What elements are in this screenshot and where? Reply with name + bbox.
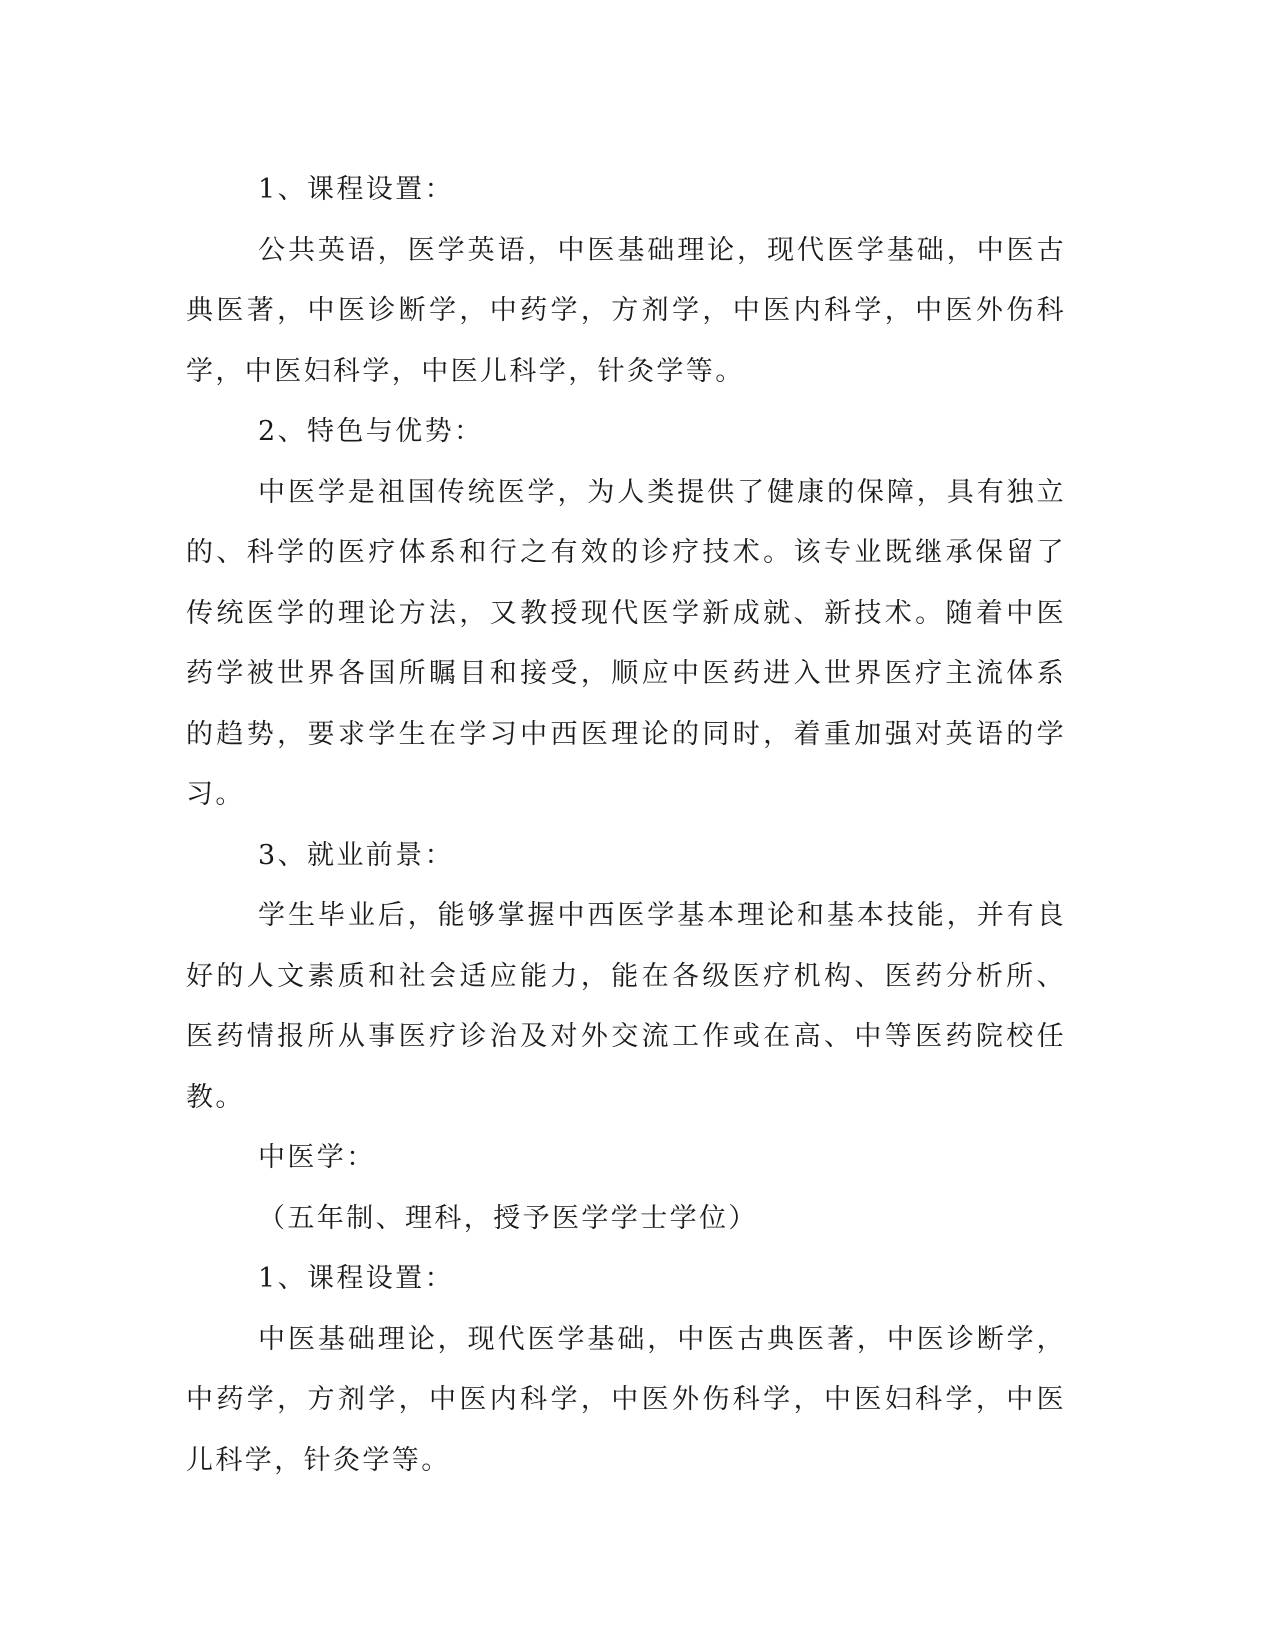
major-title: 中医学： bbox=[258, 1142, 376, 1173]
major-section-body: 中医基础理论，现代医学基础，中医古典医著，中医诊断学，中药学，方剂学，中医内科学，中医外伤科学，中医妇科学，中医儿科学，针灸学等。 bbox=[186, 1323, 1066, 1476]
section-1-body: 公共英语，医学英语，中医基础理论，现代医学基础，中医古典医著，中医诊断学，中药学，方剂学，中医内科学，中医外伤科学，中医妇科学，中医儿科学，针灸学等。 bbox=[186, 234, 1066, 387]
section-2-body: 中医学是祖国传统医学，为人类提供了健康的保障，具有独立的、科学的医疗体系和行之有效的诊疗技术。该专业既继承保留了传统医学的理论方法，又教授现代医学新成就、新技术。随着中医药学被世界各国所瞩目和接受，顺应中医药进入世界医疗主流体系的趋势，要求学生在学习中西医理论的同时，着重加强对英语的学习。 bbox=[186, 476, 1066, 810]
document-content bbox=[186, 160, 1066, 1491]
major-subtitle: （五年制、理科，授予医学学士学位） bbox=[258, 1202, 758, 1234]
section-3-heading: 3、就业前景： bbox=[258, 839, 454, 871]
section-3-body: 学生毕业后，能够掌握中西医学基本理论和基本技能，并有良好的人文素质和社会适应能力，能在各级医疗机构、医药分析所、医药情报所从事医疗诊治及对外交流工作或在高、中等医药院校任教。 bbox=[186, 900, 1066, 1113]
section-2-heading: 2、特色与优势： bbox=[258, 416, 484, 447]
section-1-heading: 1、课程设置： bbox=[258, 174, 454, 205]
major-section-heading: 1、课程设置： bbox=[258, 1263, 454, 1294]
